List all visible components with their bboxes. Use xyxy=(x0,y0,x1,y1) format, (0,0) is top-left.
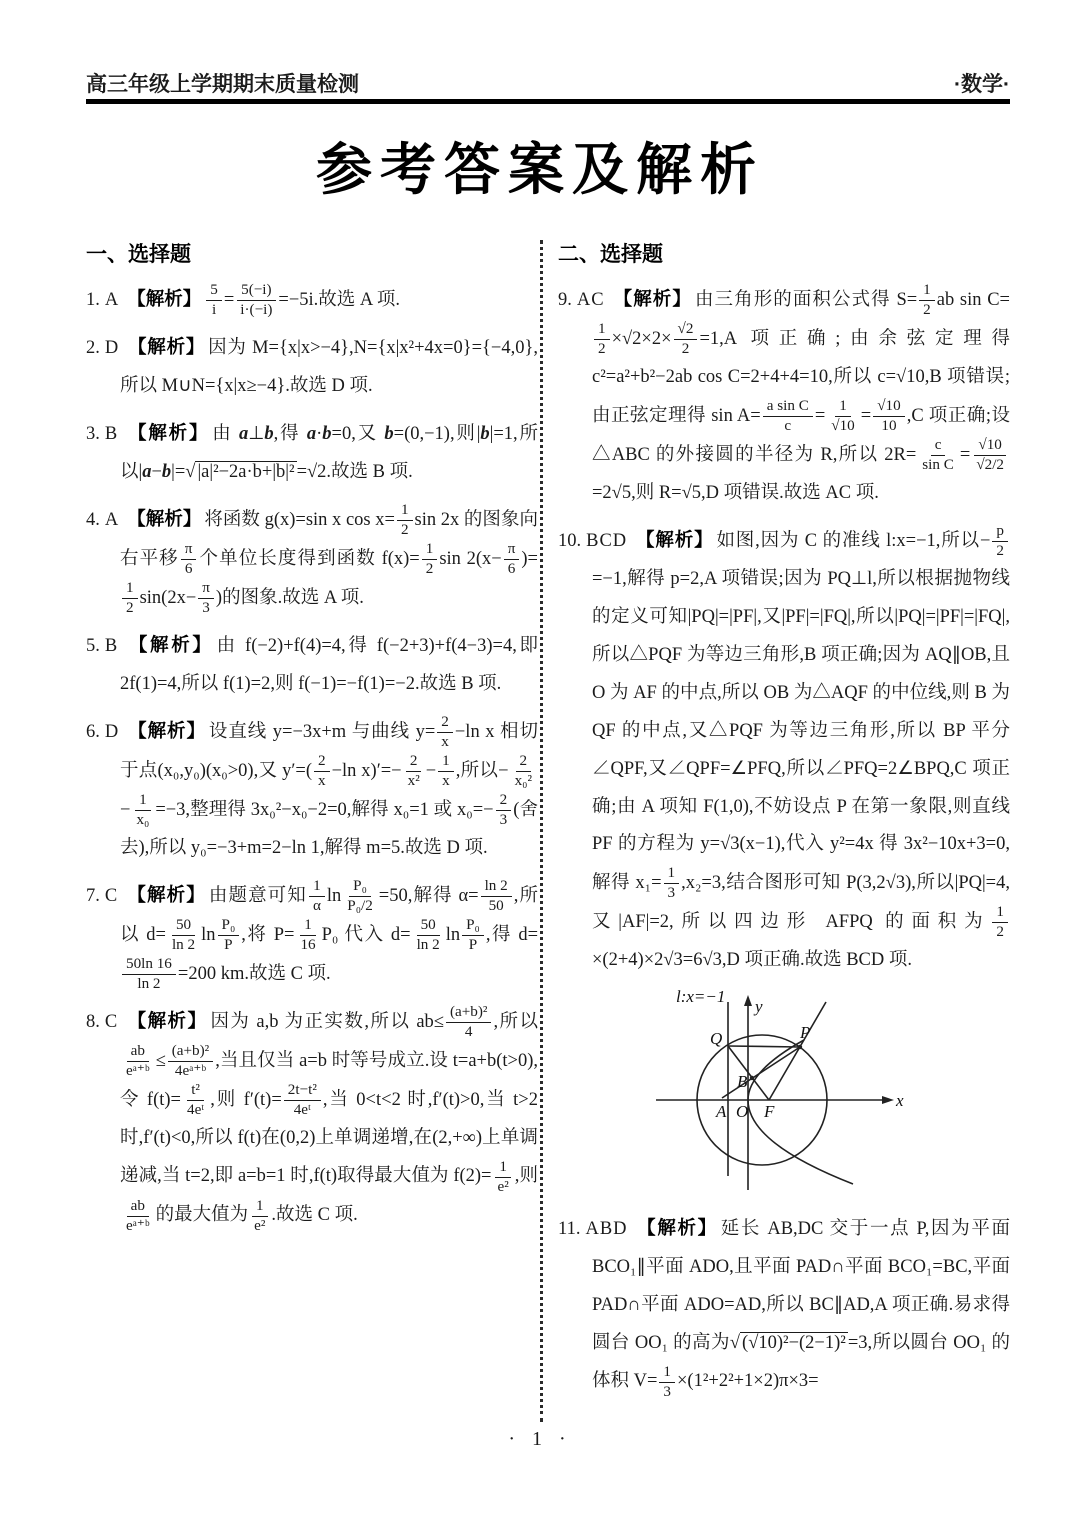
question-number: 1. xyxy=(86,290,100,310)
answer-letter: C xyxy=(104,885,119,906)
question-number: 9. xyxy=(558,290,572,310)
solution-text: $\frac{5}{i}$ = $\frac{5(-i)}{i\cdot(-i)}$ =−5i.故选 A 项. xyxy=(204,290,400,310)
question-number: 3. xyxy=(86,424,100,445)
answer-letter: A xyxy=(104,509,120,530)
analysis-tag: 【解析】 xyxy=(127,719,206,741)
right-column xyxy=(558,238,1010,1430)
solution-text: 由 f(−2)+f(4)=4,得 f(−2+3)+f(4−3)=4,即 2f(1)=4,所以 f(1)=2,则 f(−1)=−f(1)=−2.故选 B 项. xyxy=(120,635,538,694)
solution-item xyxy=(86,626,538,704)
solutions-list-left xyxy=(86,280,538,1235)
solution-text: 延长 AB,DC 交于一点 P,因为平面 BCO₁∥平面 ADO,且平面 PAD∩平面 BCO₁=BC,平面 PAD∩平面 ADO=AD,所以 BC∥AD,A 项正确.易求得圆台 OO₁ 的高为√ (√10)²−(2−1)² =3,所以圆台 OO₁ 的体积 V= $\frac{1}{3}$ ×(1²+2²+1×2)π×3= xyxy=(592,1219,1010,1400)
x-axis-arrow xyxy=(882,1096,894,1104)
header-exam-title: 高三年级上学期期末质量检测 xyxy=(86,73,359,96)
document-header xyxy=(86,68,1010,98)
analysis-tag: 【解析】 xyxy=(635,528,714,550)
question-number: 2. xyxy=(86,338,100,359)
point-b-dot xyxy=(750,1076,754,1080)
answer-letter: B xyxy=(104,635,119,656)
answer-letter: B xyxy=(104,424,119,445)
analysis-tag: 【解析】 xyxy=(127,336,206,358)
analysis-tag: 【解析】 xyxy=(126,422,210,444)
segment-qp xyxy=(728,1046,800,1047)
x-axis-label: x xyxy=(896,1091,904,1111)
solution-text: 由 a⊥b,得 a·b=0,又 b=(0,−1),则|b|=1,所以|a−b|=√ |a|²−2a·b+|b|² =√2.故选 B 项. xyxy=(120,424,538,482)
solution-text: 如图,因为 C 的准线 l:x=−1,所以− $\frac{p}{2}$ =−1,解得 p=2,A 项错误;因为 PQ⊥l,所以根据抛物线的定义可知|PQ|=|PF|,又|PF|=|FQ|,所以|PQ|=|PF|=|FQ|,所以△PQF 为等边三角形,B 项正确;因为 AQ∥OB,且 O 为 AF 的中点,所以 OB 为△AQF 的中位线,则 B 为 QF 的中点,又△PQF 为等边三角形,所以 BP 平分∠QPF,又∠QPF=∠PFQ,所以∠PFQ=2∠BPQ,C 项正确;由 A 项知 F(1,0),不妨设点 P 在第一象限,则直线 PF 的方程为 y=√3(x−1),代入 y²=4x 得 3x²−10x+3=0,解得 x₁= $\frac{1}{3}$ ,x₂=3,结合图形可知 P(3,2√3),所以|PQ|=4,又|AF|=2,所以四边形 AFPQ 的面积为 $\frac{1}{2}$ ×(2+4)×2√3=6√3,D 项正确.故选 BCD 项. xyxy=(592,522,1010,971)
answer-letter: A xyxy=(104,290,120,310)
page-title: 参考答案及解析 xyxy=(316,138,764,201)
question-number: 10. xyxy=(558,530,582,551)
section-heading-choice-2: 二、选择题 xyxy=(558,243,663,266)
solution-item xyxy=(86,876,538,994)
solution-item xyxy=(86,1002,538,1236)
solution-item xyxy=(86,712,538,868)
point-p-dot xyxy=(798,1045,802,1049)
header-subject: ·数学· xyxy=(954,73,1010,96)
parabola-circle-diagram xyxy=(628,988,940,1194)
answer-letter: D xyxy=(104,721,120,742)
solution-item xyxy=(86,280,538,320)
point-label-q: Q xyxy=(710,1029,723,1049)
question-number: 6. xyxy=(86,721,100,742)
solution-text: 因为 M={x|x>−4},N={x|x²+4x=0}={−4,0},所以 M∪N={x|x≥−4}.故选 D 项. xyxy=(120,338,538,397)
analysis-tag: 【解析】 xyxy=(126,1009,208,1031)
solutions-list-right-bottom xyxy=(558,1209,1010,1402)
point-label-b: B xyxy=(737,1072,748,1092)
question10-figure xyxy=(558,988,1010,1199)
point-label-o: O xyxy=(736,1102,749,1122)
analysis-tag: 【解析】 xyxy=(126,883,206,905)
solution-item xyxy=(86,328,538,406)
solution-item xyxy=(558,1209,1010,1402)
solution-text: 将函数 g(x)=sin x cos x= $\frac{1}{2}$ sin 2x 的图象向右平移 $\frac{\pi}{6}$ 个单位长度得到函数 f(x)= $\frac{1}{2}$ sin 2(x− $\frac{\pi}{6}$ )= $\frac{1}{2}$ sin(2x− $\frac{\pi}{3}$ )的图象.故选 A 项. xyxy=(120,501,538,616)
point-label-f: F xyxy=(764,1102,775,1122)
solution-text: 设直线 y=−3x+m 与曲线 y= $\frac{2}{x}$ −ln x 相切于点(x₀,y₀)(x₀>0),又 y′=( $\frac{2}{x}$ −ln x)′=− $\frac{2}{\text{x²}}$ − $\frac{1}{x}$ ,所以− $\frac{2}{\text{x₀²}}$ − $\frac{1}{\text{x₀}}$ =−3,整理得 3x₀²−x₀−2=0,解得 x₀=1 或 x₀=− $\frac{2}{3}$ (舍去),所以 y₀=−3+m=2−ln 1,解得 m=5.故选 D 项. xyxy=(120,713,538,858)
section-heading-choice-1: 一、选择题 xyxy=(86,243,191,266)
solution-item xyxy=(86,500,538,618)
solution-text: 因为 a,b 为正实数,所以 ab≤ $\frac{\text{(a+b)²}}{4}$ ,所以 $\frac{ab}{\text{eᵃ⁺ᵇ}}$ ≤ $\frac{\text{(a+b)²}}{\text{4eᵃ⁺ᵇ}}$ ,当且仅当 a=b 时等号成立.设 t=a+b(t>0),令 f(t)= $\frac{\text{t²}}{\text{4eᵗ}}$ ,则 f′(t)= $\frac{\text{2t−t²}}{\text{4eᵗ}}$ ,当 0<t<2 时,f′(t)>0,当 t>2 时,f′(t)<0,所以 f(t)在(0,2)上单调递增,在(2,+∞)上单调递减,当 t=2,即 a=b=1 时,f(t)取得最大值为 f(2)= $\frac{1}{\text{e²}}$ ,则 $\frac{ab}{\text{eᵃ⁺ᵇ}}$ 的最大值为 $\frac{1}{\text{e²}}$ .故选 C 项. xyxy=(120,1003,538,1234)
answer-letter: D xyxy=(104,338,120,359)
page-number: · 1 · xyxy=(508,1428,572,1450)
solution-item xyxy=(86,414,538,492)
point-label-a: A xyxy=(716,1102,727,1122)
solutions-list-right-top xyxy=(558,280,1010,980)
column-divider xyxy=(540,240,543,1422)
header-rule xyxy=(86,99,1010,104)
question-number: 8. xyxy=(86,1011,100,1032)
analysis-tag: 【解析】 xyxy=(127,288,202,309)
solution-item xyxy=(558,280,1010,513)
question-number: 5. xyxy=(86,635,100,656)
answer-letter: AC xyxy=(576,290,605,310)
solution-text: 由题意可知 $\frac{1}{\alpha}$ ln $\frac{\text{P₀}}{\text{P₀/2}}$ =50,解得 α= $\frac{\ln 2}{50}$ ,所以 d= $\frac{50}{\ln 2}$ ln $\frac{\text{P₀}}{P}$ ,将 P= $\frac{1}{16}$ P₀ 代入 d= $\frac{50}{\ln 2}$ ln $\frac{\text{P₀}}{P}$ ,得 d= $\frac{50\ln 16}{\ln 2}$ =200 km.故选 C 项. xyxy=(120,876,538,992)
point-label-p: P xyxy=(800,1023,811,1043)
answer-letter: ABD xyxy=(585,1219,628,1240)
question-number: 7. xyxy=(86,885,100,906)
solution-item xyxy=(558,521,1010,980)
answer-letter: C xyxy=(104,1011,119,1032)
analysis-tag: 【解析】 xyxy=(612,288,692,309)
directrix-label: l:x=−1 xyxy=(676,988,726,1007)
y-axis-arrow xyxy=(744,995,752,1006)
question-number: 11. xyxy=(558,1219,581,1240)
analysis-tag: 【解析】 xyxy=(635,1217,718,1239)
answer-letter: BCD xyxy=(586,530,628,551)
analysis-tag: 【解析】 xyxy=(127,507,202,529)
analysis-tag: 【解析】 xyxy=(126,633,214,655)
y-axis-label: y xyxy=(755,997,763,1017)
left-column xyxy=(86,238,538,1430)
solution-text: 由三角形的面积公式得 S= $\frac{1}{2}$ ab sin C= $\frac{1}{2}$ ×√2×2× $\frac{√2}{2}$ =1,A 项正确;由余弦定理得 c²=a²+b²−2ab cos C=2+4+4=10,所以 c=√10,B 项错误;由正弦定理得 sin A= $\frac{\text{a sin C}}{c}$ = $\frac{1}{√10}$ = $\frac{√10}{10}$ ,C 项正确;设△ABC 的外接圆的半径为 R,所以 2R= $\frac{c}{\text{sin C}}$ = $\frac{√10}{√2/2}$ =2√5,则 R=√5,D 项错误.故选 AC 项. xyxy=(592,281,1010,503)
question-number: 4. xyxy=(86,509,100,530)
line-pf-extended xyxy=(769,1002,826,1100)
